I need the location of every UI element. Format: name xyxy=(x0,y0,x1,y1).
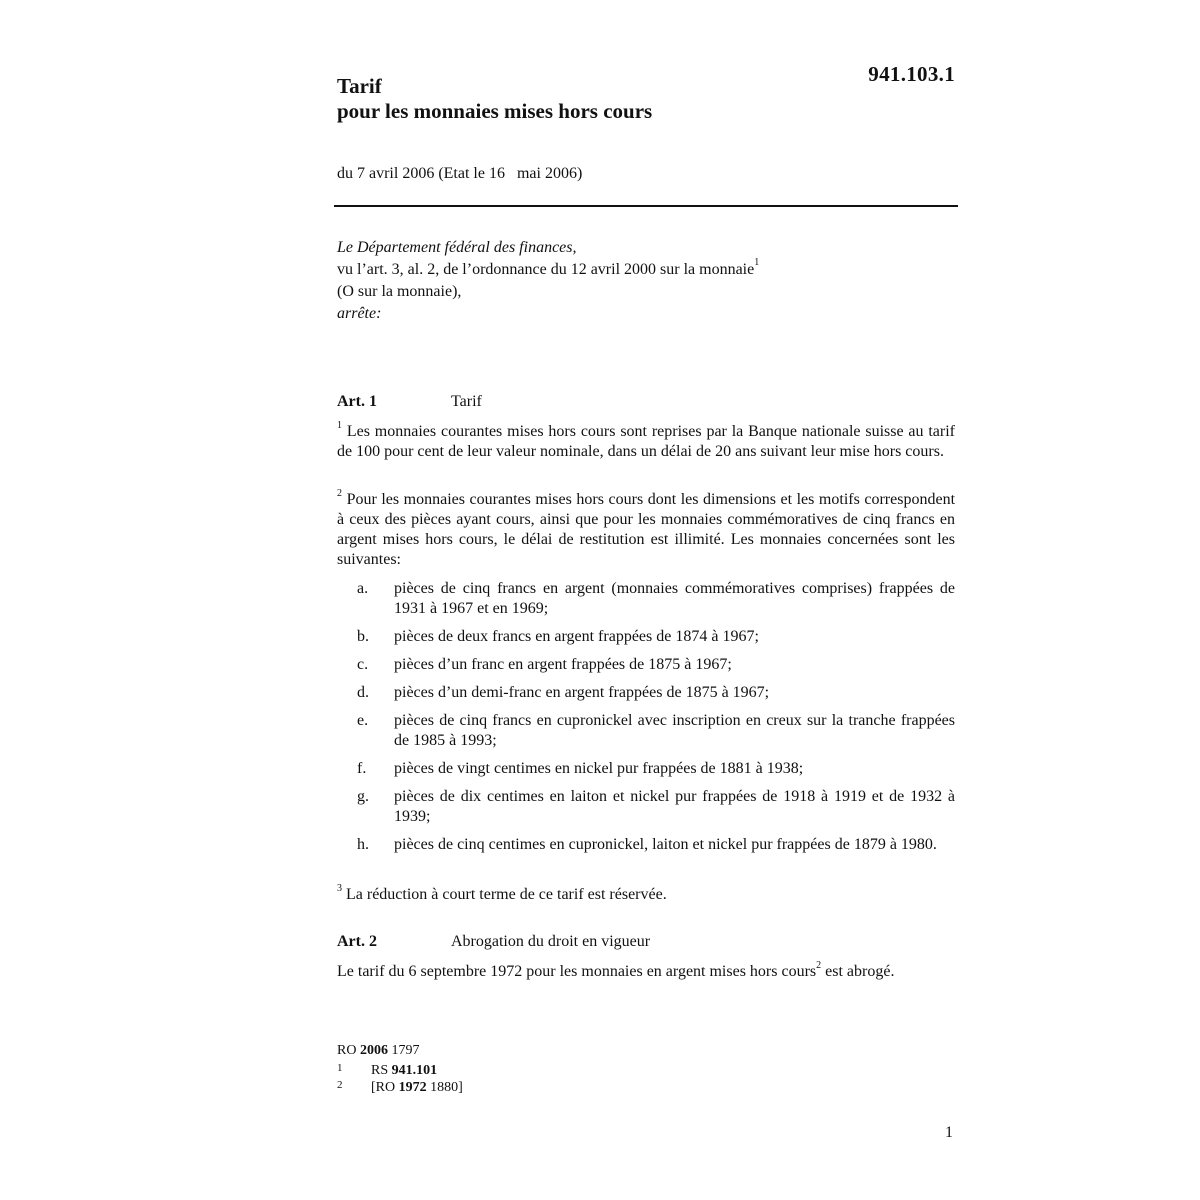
document-page xyxy=(337,0,955,1200)
list-text: pièces de cinq centimes en cupronickel, laiton et nickel pur frappées de 1879 à 1980. xyxy=(394,836,937,853)
article-2-text-end: est abrogé. xyxy=(821,963,895,980)
list-marker: h. xyxy=(357,836,369,853)
article-1-number: Art. 1 xyxy=(337,393,377,410)
list-text: pièces de vingt centimes en nickel pur frappées de 1881 à 1938; xyxy=(394,760,804,777)
ro-page: 1797 xyxy=(391,1043,420,1058)
paragraph-number: 2 xyxy=(337,488,342,499)
list-text: pièces d’un demi-franc en argent frappées de 1875 à 1967; xyxy=(394,684,770,701)
footnote-ref-1[interactable]: 1 xyxy=(754,257,760,268)
footnotes xyxy=(337,1062,463,1096)
paragraph-text: Pour les monnaies courantes mises hors cours dont les dimensions et les motifs correspondent à ceux des pièces ayant cours, ainsi que pour les monnaies commémoratives de cinq francs en argent mises hors cours, le délai de restitution est illimité. Les monnaies concernées sont les suivantes: xyxy=(337,491,956,568)
document-title xyxy=(337,74,652,124)
list-marker: b. xyxy=(357,628,369,645)
paragraph-number: 1 xyxy=(337,420,342,431)
footnote-number: 2 xyxy=(337,1079,343,1091)
paragraph-number: 3 xyxy=(337,883,342,894)
list-item xyxy=(337,683,955,703)
list-marker: a. xyxy=(357,580,369,597)
sr-number: 941.103.1 xyxy=(868,62,955,86)
article-2-text xyxy=(337,962,955,982)
list-item xyxy=(337,835,955,855)
list-text: pièces d’un franc en argent frappées de 1875 à 1967; xyxy=(394,656,732,673)
article-1-paragraph-2 xyxy=(337,490,955,570)
footnote-ref-2[interactable]: 2 xyxy=(816,960,822,971)
list-item xyxy=(337,627,955,647)
list-marker: f. xyxy=(357,760,367,777)
list-marker: g. xyxy=(357,788,369,805)
coin-list xyxy=(337,579,955,863)
list-text: pièces de cinq francs en cupronickel avec inscription en creux sur la tranche frappées de 1985 à 1993; xyxy=(394,712,955,749)
footnote-suffix: 1880] xyxy=(430,1080,463,1095)
article-1-heading xyxy=(337,393,482,411)
footnote-1 xyxy=(337,1062,463,1079)
footnote-ref: 941.101 xyxy=(391,1063,438,1078)
footnote-2 xyxy=(337,1079,463,1096)
official-compilation-ref xyxy=(337,1043,419,1059)
article-2-text-main: Le tarif du 6 septembre 1972 pour les monnaies en argent mises hors cours xyxy=(337,963,817,980)
article-1-title: Tarif xyxy=(451,393,482,410)
article-2-heading xyxy=(337,933,650,951)
preamble-authority: Le Département fédéral des finances, xyxy=(337,239,577,256)
list-text: pièces de dix centimes en laiton et nickel pur frappées de 1918 à 1919 et de 1932 à 1939; xyxy=(394,788,955,825)
list-item xyxy=(337,759,955,779)
list-item xyxy=(337,579,955,619)
preamble-basis-text: vu l’art. 3, al. 2, de l’ordonnance du 12 avril 2000 sur la monnaie xyxy=(337,261,755,278)
list-text: pièces de cinq francs en argent (monnaies commémoratives comprises) frappées de 1931 à 1967 et en 1969; xyxy=(394,580,955,617)
list-item xyxy=(337,655,955,675)
article-1-paragraph-3 xyxy=(337,885,955,905)
article-2-number: Art. 2 xyxy=(337,933,377,950)
paragraph-text: Les monnaies courantes mises hors cours sont reprises par la Banque nationale suisse au tarif de 100 pour cent de leur valeur nominale, dans un délai de 20 ans suivant leur mise hors cours. xyxy=(337,423,956,460)
footnote-number: 1 xyxy=(337,1062,343,1074)
page-number: 1 xyxy=(945,1124,953,1141)
footnote-prefix: [RO xyxy=(371,1080,396,1095)
list-item xyxy=(337,787,955,827)
preamble-decree: arrête: xyxy=(337,305,382,322)
preamble-abbrev: (O sur la monnaie), xyxy=(337,283,462,300)
article-2-title: Abrogation du droit en vigueur xyxy=(451,933,651,950)
preamble xyxy=(337,237,955,325)
title-line-1: Tarif xyxy=(337,74,382,98)
list-marker: c. xyxy=(357,656,369,673)
footnote-ref: 1972 xyxy=(398,1080,427,1095)
article-1-paragraph-1 xyxy=(337,422,955,462)
ro-year: 2006 xyxy=(359,1043,388,1058)
date-line: du 7 avril 2006 (Etat le 16 mai 2006) xyxy=(337,165,583,182)
paragraph-text: La réduction à court terme de ce tarif est réservée. xyxy=(346,886,667,903)
header-divider xyxy=(334,205,958,207)
list-marker: d. xyxy=(357,684,369,701)
list-text: pièces de deux francs en argent frappées de 1874 à 1967; xyxy=(394,628,759,645)
preamble-basis xyxy=(337,259,955,281)
title-line-2: pour les monnaies mises hors cours xyxy=(337,99,653,123)
ro-prefix: RO xyxy=(337,1043,357,1058)
list-marker: e. xyxy=(357,712,369,729)
list-item xyxy=(337,711,955,751)
footnote-prefix: RS xyxy=(371,1063,389,1078)
